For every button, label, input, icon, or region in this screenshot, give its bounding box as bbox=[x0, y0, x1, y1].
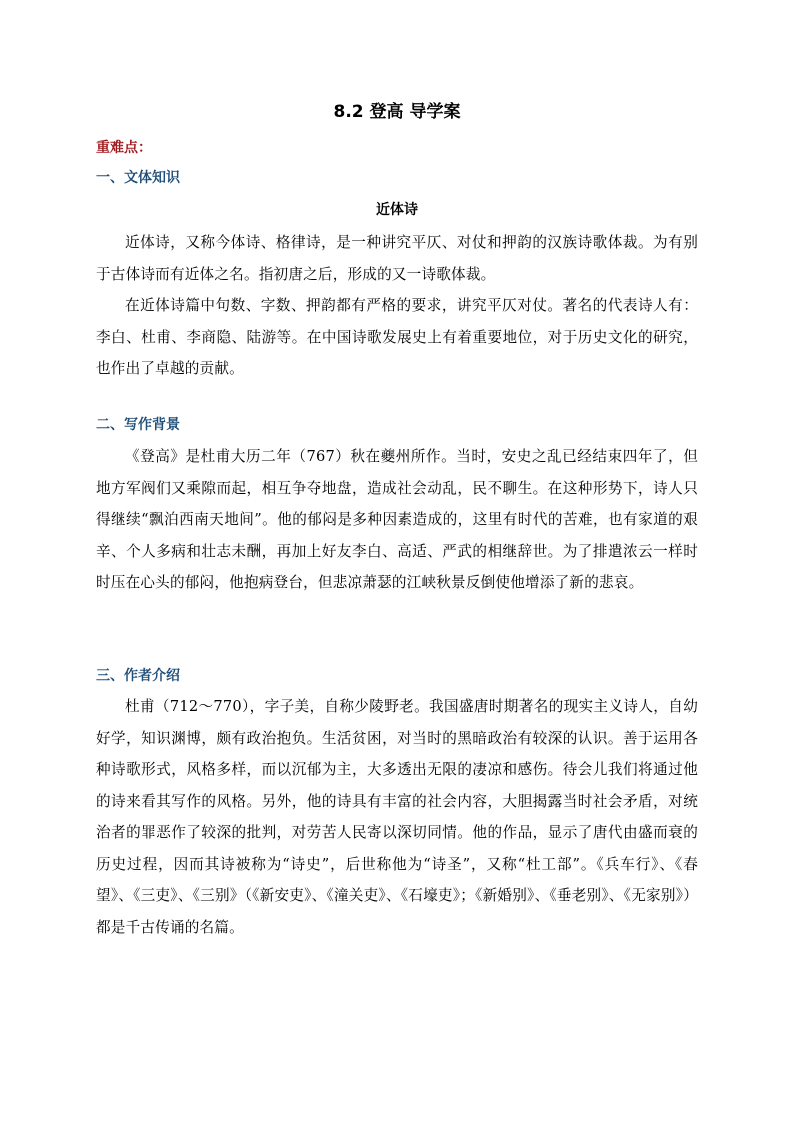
paragraph-background: 《登高》是杜甫大历二年（767）秋在夔州所作。当时，安史之乱已经结束四年了，但地方军阀们又乘隙而起，相互争夺地盘，造成社会动乱，民不聊生。在这种形势下，诗人只得继续“飘泊西南天地间”。他的郁闷是多种因素造成的，这里有时代的苦难，也有家道的艰辛、个人多病和壮志未酬，再加上好友李白、高适、严武的相继辞世。为了排遣浓云一样时时压在心头的郁闷，他抱病登台，但悲凉萧瑟的江峡秋景反倒使他增添了新的悲哀。 bbox=[96, 448, 698, 591]
section-heading-background: 二、写作背景 bbox=[96, 417, 180, 433]
key-points-label: 重难点： bbox=[96, 140, 152, 156]
section-heading-author: 三、作者介绍 bbox=[96, 668, 180, 684]
paragraph-author: 杜甫（712～770），字子美，自称少陵野老。我国盛唐时期著名的现实主义诗人，自幼好学，知识渊博，颇有政治抱负。生活贫困，对当时的黑暗政治有较深的认识。善于运用各种诗歌形式，风格多样，而以沉郁为主，大多透出无限的凄凉和感伤。待会儿我们将通过他的诗来看其写作的风格。另外，他的诗具有丰富的社会内容，大胆揭露当时社会矛盾，对统治者的罪恶作了较深的批判，对劳苦人民寄以深切同情。他的作品，显示了唐代由盛而衰的历史过程，因而其诗被称为“诗史”，后世称他为“诗圣”，又称“杜工部”。《兵车行》、《春望》、《三吏》、《三别》（《新安吏》、《潼关吏》、《石壕吏》；《新婚别》、《垂老别》、《无家别》）都是千古传诵的名篇。 bbox=[96, 698, 698, 936]
page-title: 8.2 登高 导学案 bbox=[333, 102, 461, 122]
paragraph-genre-2: 在近体诗篇中句数、字数、押韵都有严格的要求，讲究平仄对仗。著名的代表诗人有：李白、杜甫、李商隐、陆游等。在中国诗歌发展史上有着重要地位，对于历史文化的研究，也作出了卓越的贡献。 bbox=[96, 297, 698, 377]
section-subheading-jintishi: 近体诗 bbox=[376, 202, 418, 218]
section-heading-genre: 一、文体知识 bbox=[96, 170, 180, 186]
paragraph-genre-1: 近体诗，又称今体诗、格律诗，是一种讲究平仄、对仗和押韵的汉族诗歌体裁。为有别于古体诗而有近体之名。指初唐之后，形成的又一诗歌体裁。 bbox=[96, 234, 698, 283]
